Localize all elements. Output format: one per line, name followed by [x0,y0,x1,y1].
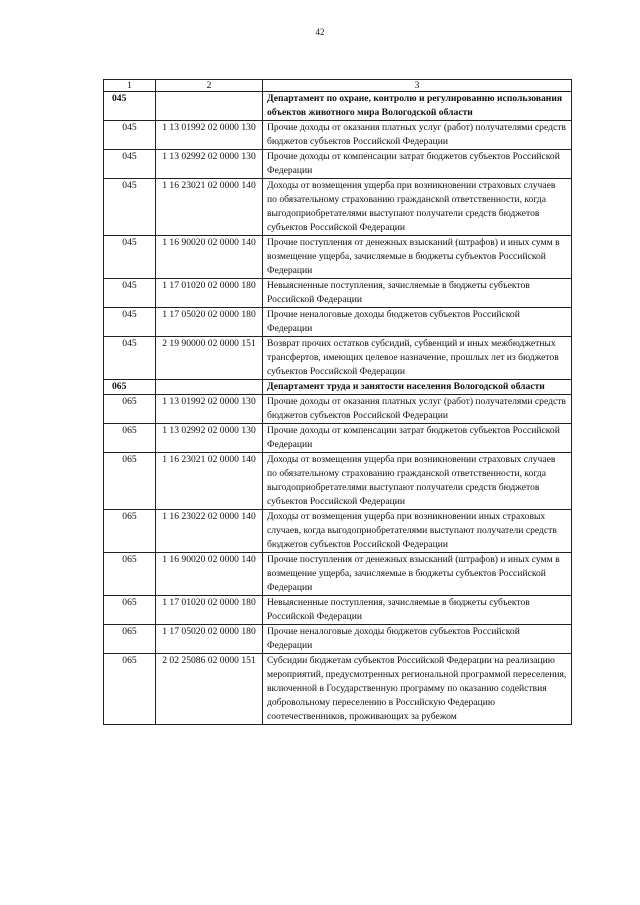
table-row [104,279,572,308]
income-name-cell: Доходы от возмещения ущерба при возникновении страховых случаев по обязательному страхованию гражданской ответственности, когда выгодоприобретателями выступают получатели средств бюджетов субъектов Российской Федерации [263,179,572,236]
admin-code-cell: 045 [104,179,156,236]
table-row [104,236,572,279]
income-code-cell: 1 17 05020 02 0000 180 [156,625,263,654]
table-row [104,121,572,150]
table-row [104,625,572,654]
admin-code-cell: 065 [104,453,156,510]
income-code-cell: 1 16 23021 02 0000 140 [156,179,263,236]
column-header-2: 2 [156,80,263,92]
column-header-3: 3 [263,80,572,92]
income-name-cell: Прочие поступления от денежных взысканий (штрафов) и иных сумм в возмещение ущерба, зачисляемые в бюджеты субъектов Российской Федерации [263,553,572,596]
admin-code-cell: 065 [104,625,156,654]
income-code-cell [156,380,263,395]
table-row [104,654,572,725]
income-name-cell: Прочие доходы от компенсации затрат бюджетов субъектов Российской Федерации [263,424,572,453]
table-row [104,337,572,380]
column-header-1: 1 [104,80,156,92]
admin-code-cell: 045 [104,150,156,179]
section-row [104,92,572,121]
income-code-cell: 1 16 23021 02 0000 140 [156,453,263,510]
income-code-cell: 1 17 01020 02 0000 180 [156,279,263,308]
admin-code-cell: 065 [104,510,156,553]
income-name-cell: Прочие доходы от оказания платных услуг (работ) получателями средств бюджетов субъектов Российской Федерации [263,121,572,150]
admin-code-cell: 065 [104,553,156,596]
table-row [104,150,572,179]
table-row [104,596,572,625]
admin-code-cell: 045 [104,236,156,279]
income-name-cell: Субсидии бюджетам субъектов Российской Федерации на реализацию мероприятий, предусмотренных региональной программой переселения, включенной в Государственную программу по оказанию содействия добровольному переселению в Российскую Федерацию соотечественников, проживающих за рубежом [263,654,572,725]
table-row [104,179,572,236]
income-code-cell: 1 13 02992 02 0000 130 [156,150,263,179]
admin-code-cell: 065 [104,596,156,625]
admin-code-cell: 065 [104,654,156,725]
income-code-cell: 1 13 02992 02 0000 130 [156,424,263,453]
income-name-cell: Невыясненные поступления, зачисляемые в бюджеты субъектов Российской Федерации [263,279,572,308]
income-name-cell: Прочие доходы от компенсации затрат бюджетов субъектов Российской Федерации [263,150,572,179]
admin-code-cell: 065 [104,424,156,453]
income-code-cell [156,92,263,121]
income-name-cell: Доходы от возмещения ущерба при возникновении иных страховых случаев, когда выгодоприобретателями выступают получатели средств бюджетов субъектов Российской Федерации [263,510,572,553]
page-number: 42 [315,27,325,37]
admin-code-cell: 065 [104,395,156,424]
income-name-cell: Прочие неналоговые доходы бюджетов субъектов Российской Федерации [263,308,572,337]
table-row [104,553,572,596]
income-name-cell: Невыясненные поступления, зачисляемые в бюджеты субъектов Российской Федерации [263,596,572,625]
income-name-cell: Прочие поступления от денежных взысканий (штрафов) и иных сумм в возмещение ущерба, зачисляемые в бюджеты субъектов Российской Федерации [263,236,572,279]
budget-income-table [103,79,572,725]
income-code-cell: 1 16 23022 02 0000 140 [156,510,263,553]
income-name-cell: Прочие неналоговые доходы бюджетов субъектов Российской Федерации [263,625,572,654]
admin-code-cell: 045 [104,308,156,337]
income-code-cell: 1 13 01992 02 0000 130 [156,121,263,150]
admin-code-cell: 045 [104,92,156,121]
income-code-cell: 1 16 90020 02 0000 140 [156,236,263,279]
admin-code-cell: 045 [104,121,156,150]
table-row [104,395,572,424]
income-code-cell: 2 02 25086 02 0000 151 [156,654,263,725]
table-row [104,424,572,453]
admin-code-cell: 045 [104,337,156,380]
admin-code-cell: 065 [104,380,156,395]
income-name-cell: Департамент по охране, контролю и регулированию использования объектов животного мира Вологодской области [263,92,572,121]
income-code-cell: 1 13 01992 02 0000 130 [156,395,263,424]
table-body [104,92,572,725]
income-name-cell: Департамент труда и занятости населения Вологодской области [263,380,572,395]
income-code-cell: 1 17 01020 02 0000 180 [156,596,263,625]
admin-code-cell: 045 [104,279,156,308]
table-row [104,510,572,553]
table-header-row [104,80,572,92]
section-row [104,380,572,395]
income-name-cell: Доходы от возмещения ущерба при возникновении страховых случаев по обязательному страхованию гражданской ответственности, когда выгодоприобретателями выступают получатели средств бюджетов субъектов Российской Федерации [263,453,572,510]
income-name-cell: Прочие доходы от оказания платных услуг (работ) получателями средств бюджетов субъектов Российской Федерации [263,395,572,424]
income-code-cell: 2 19 90000 02 0000 151 [156,337,263,380]
income-name-cell: Возврат прочих остатков субсидий, субвенций и иных межбюджетных трансфертов, имеющих целевое назначение, прошлых лет из бюджетов субъектов Российской Федерации [263,337,572,380]
income-code-cell: 1 16 90020 02 0000 140 [156,553,263,596]
table-row [104,308,572,337]
table-row [104,453,572,510]
income-code-cell: 1 17 05020 02 0000 180 [156,308,263,337]
